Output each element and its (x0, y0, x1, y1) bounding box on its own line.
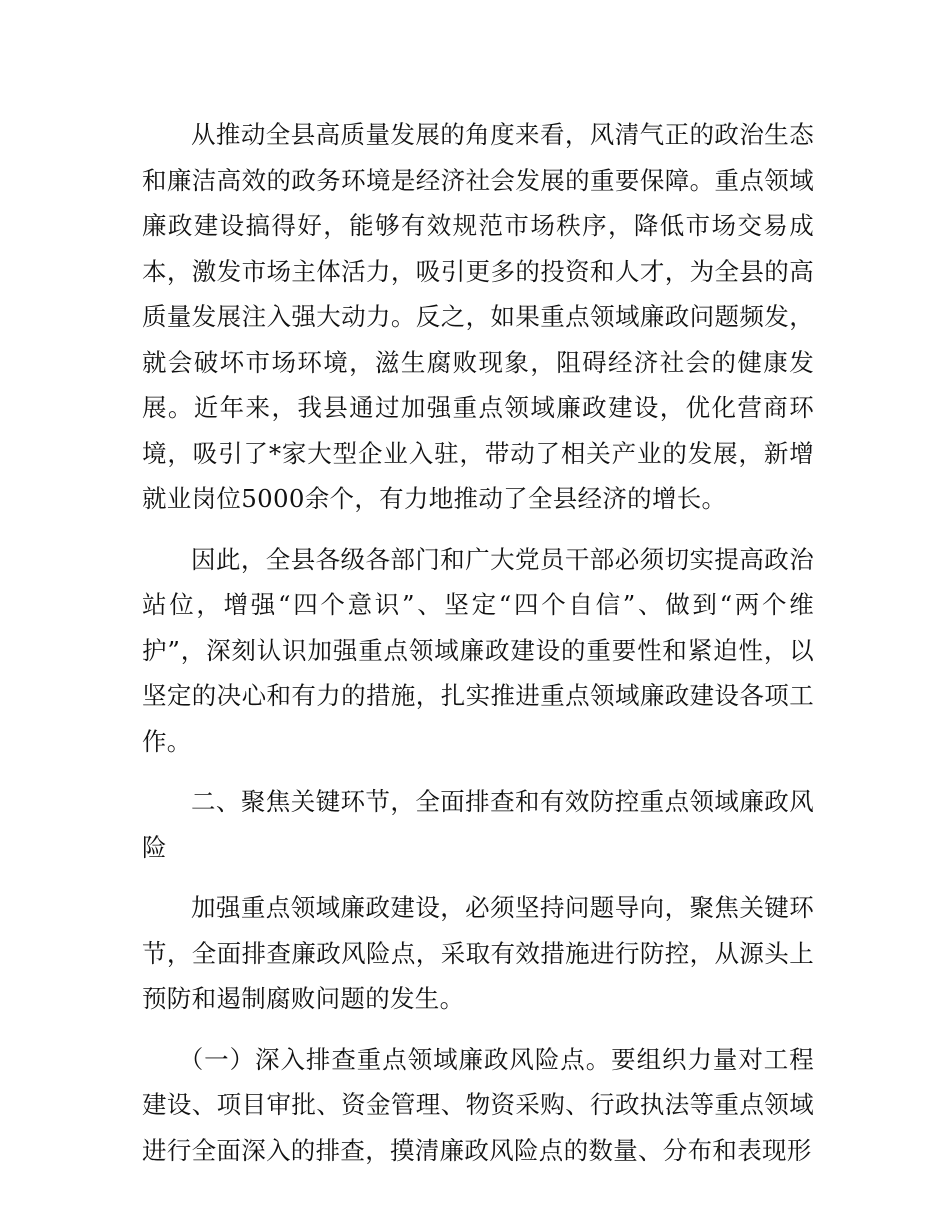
paragraph-problem-orientation: 加强重点领域廉政建设，必须坚持问题导向，聚焦关键环节，全面排查廉政风险点，采取有效措施进行防控，从源头上预防和遏制腐败问题的发生。 (142, 893, 814, 1013)
paragraph-political-stance: 因此，全县各级各部门和广大党员干部必须切实提高政治站位，增强“四个意识”、坚定“四个自信”、做到“两个维护”，深刻认识加强重点领域廉政建设的重要性和紧迫性，以坚定的决心和有力的措施，扎实推进重点领域廉政建设各项工作。 (142, 544, 814, 756)
document-body (142, 112, 814, 1188)
paragraph-risk-investigation: （一）深入排查重点领域廉政风险点。要组织力量对工程建设、项目审批、资金管理、物资采购、行政执法等重点领域进行全面深入的排查，摸清廉政风险点的数量、分布和表现形 (142, 1044, 814, 1165)
paragraph-development-significance: 从推动全县高质量发展的角度来看，风清气正的政治生态和廉洁高效的政务环境是经济社会发展的重要保障。重点领域廉政建设搞得好，能够有效规范市场秩序，降低市场交易成本，激发市场主体活力，吸引更多的投资和人才，为全县的高质量发展注入强大动力。反之，如果重点领域廉政问题频发，就会破坏市场环境，滋生腐败现象，阻碍经济社会的健康发展。近年来，我县通过加强重点领域廉政建设，优化营商环境，吸引了*家大型企业入驻，带动了相关产业的发展，新增就业岗位5000余个，有力地推动了全县经济的增长。 (142, 120, 814, 513)
section-heading-2: 二、聚焦关键环节，全面排查和有效防控重点领域廉政风险 (142, 787, 814, 862)
